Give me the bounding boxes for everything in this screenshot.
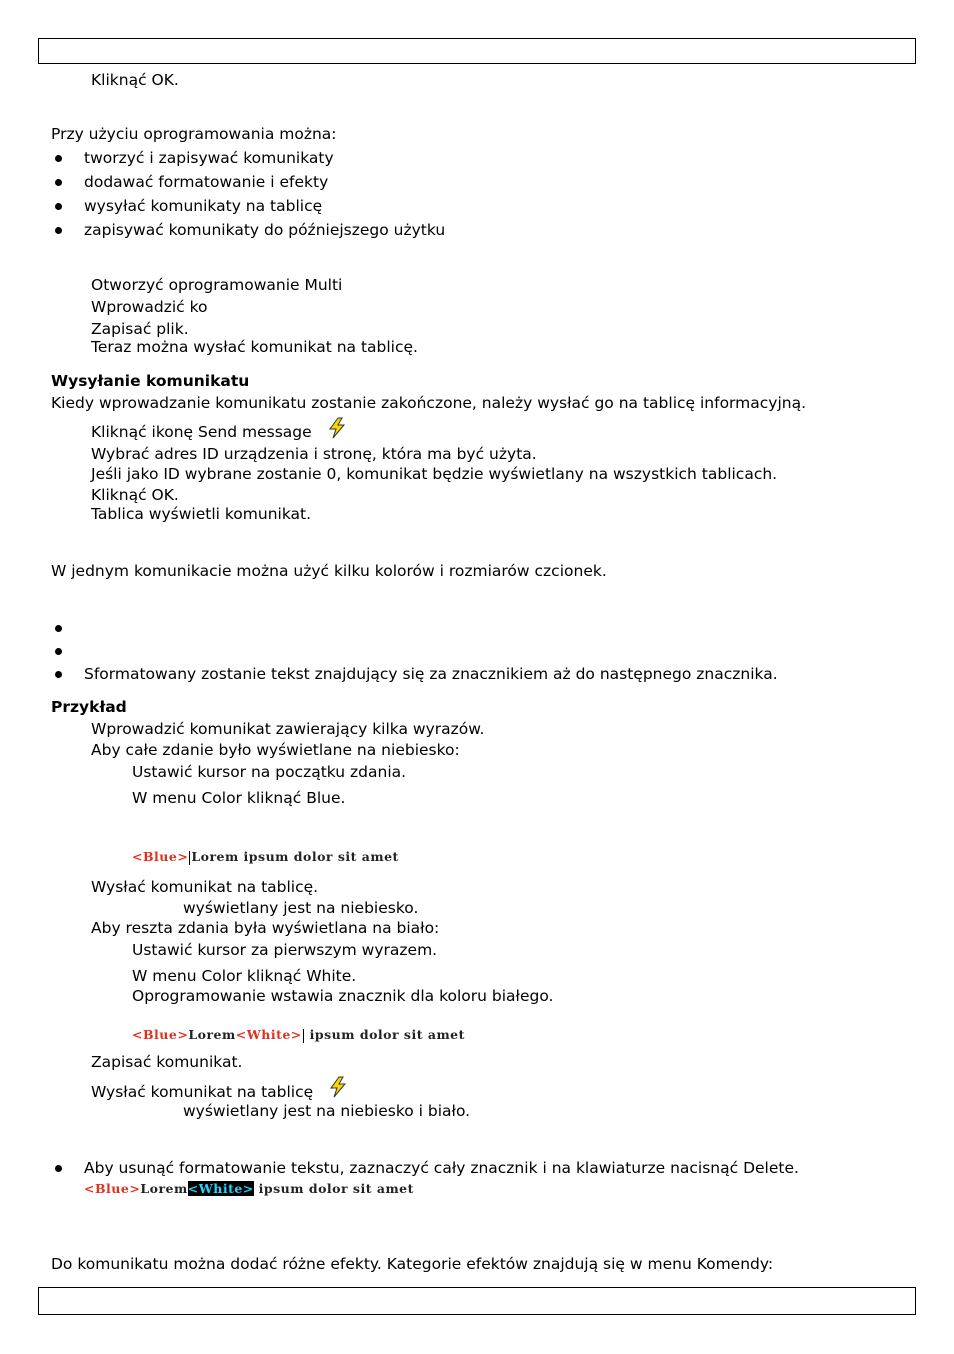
- lightning-send-icon: [328, 1076, 348, 1098]
- example-step: Wysłać komunikat na tablicę: [91, 1083, 314, 1101]
- lightning-send-icon: [327, 417, 347, 439]
- example-step: Zapisać komunikat.: [91, 1053, 243, 1071]
- bullet-dot: [55, 179, 62, 186]
- step-click-ok: Kliknąć OK.: [91, 71, 179, 89]
- code-text: ipsum dolor sit amet: [253, 1181, 414, 1196]
- section-heading-example: Przykład: [51, 698, 127, 716]
- example-step: Wysłać komunikat na tablicę.: [91, 878, 319, 896]
- blue-tag: <Blue>: [84, 1181, 141, 1196]
- list-item: zapisywać komunikaty do późniejszego użytku: [84, 221, 446, 239]
- bullet-dot: [55, 648, 62, 655]
- example-result: wyświetlany jest na niebiesko.: [183, 899, 419, 917]
- sending-intro: Kiedy wprowadzanie komunikatu zostanie zakończone, należy wysłać go na tablicę informacyjną.: [51, 394, 806, 412]
- bullet-dot: [55, 227, 62, 234]
- code-example-highlight: [84, 1181, 414, 1197]
- code-example-white: [132, 1027, 465, 1043]
- effects-intro: Do komunikatu można dodać różne efekty. Kategorie efektów znajdują się w menu Komendy:: [51, 1255, 774, 1273]
- bullet-dot: [55, 1165, 62, 1172]
- colors-intro: W jednym komunikacie można użyć kilku kolorów i rozmiarów czcionek.: [51, 562, 607, 580]
- list-item: dodawać formatowanie i efekty: [84, 173, 329, 191]
- example-substep: W menu Color kliknąć White.: [132, 967, 357, 985]
- section-heading-sending: Wysyłanie komunikatu: [51, 372, 250, 390]
- code-word: Lorem: [188, 1027, 236, 1042]
- code-text: Lorem ipsum dolor sit amet: [191, 849, 399, 864]
- bullet-dot: [55, 203, 62, 210]
- code-word: Lorem: [140, 1181, 188, 1196]
- software-intro: Przy użyciu oprogramowania można:: [51, 125, 337, 143]
- bullet-dot: [55, 625, 62, 632]
- step-click-ok-2: Kliknąć OK.: [91, 486, 179, 504]
- blue-tag: <Blue>: [132, 1027, 189, 1042]
- list-item: Aby usunąć formatowanie tekstu, zaznaczyć cały znacznik i na klawiaturze nacisnąć Delete.: [84, 1159, 799, 1177]
- code-example-blue: [132, 849, 399, 865]
- step-open-software: Otworzyć oprogramowanie Multi: [91, 276, 343, 294]
- example-substep: Oprogramowanie wstawia znacznik dla koloru białego.: [132, 987, 554, 1005]
- note-send: Teraz można wysłać komunikat na tablicę.: [91, 338, 418, 356]
- step-click-send-icon: Kliknąć ikonę Send message: [91, 423, 312, 441]
- white-tag: <White>: [235, 1027, 302, 1042]
- step-select-id: Wybrać adres ID urządzenia i stronę, która ma być użyta.: [91, 445, 537, 463]
- header-box: [38, 38, 916, 64]
- example-step: Wprowadzić komunikat zawierający kilka wyrazów.: [91, 720, 485, 738]
- text-cursor: [303, 1029, 304, 1043]
- code-text: ipsum dolor sit amet: [304, 1027, 465, 1042]
- list-item: tworzyć i zapisywać komunikaty: [84, 149, 334, 167]
- list-item: Sformatowany zostanie tekst znajdujący się za znacznikiem aż do następnego znacznika.: [84, 665, 778, 683]
- example-substep: Ustawić kursor na początku zdania.: [132, 763, 407, 781]
- example-step: Aby reszta zdania była wyświetlana na biało:: [91, 919, 440, 937]
- bullet-dot: [55, 671, 62, 678]
- step-save-file: Zapisać plik.: [91, 320, 189, 338]
- blue-tag: <Blue>: [132, 849, 189, 864]
- bullet-dot: [55, 155, 62, 162]
- example-result: wyświetlany jest na niebiesko i biało.: [183, 1102, 471, 1120]
- example-substep: W menu Color kliknąć Blue.: [132, 789, 346, 807]
- note-id-zero: Jeśli jako ID wybrane zostanie 0, komunikat będzie wyświetlany na wszystkich tablicach.: [91, 465, 778, 483]
- step-enter: Wprowadzić ko: [91, 298, 208, 316]
- example-step: Aby całe zdanie było wyświetlane na niebiesko:: [91, 741, 460, 759]
- selected-white-tag: <White>: [187, 1181, 254, 1196]
- footer-box: [38, 1287, 916, 1315]
- note-display: Tablica wyświetli komunikat.: [91, 505, 312, 523]
- list-item: wysyłać komunikaty na tablicę: [84, 197, 323, 215]
- example-substep: Ustawić kursor za pierwszym wyrazem.: [132, 941, 438, 959]
